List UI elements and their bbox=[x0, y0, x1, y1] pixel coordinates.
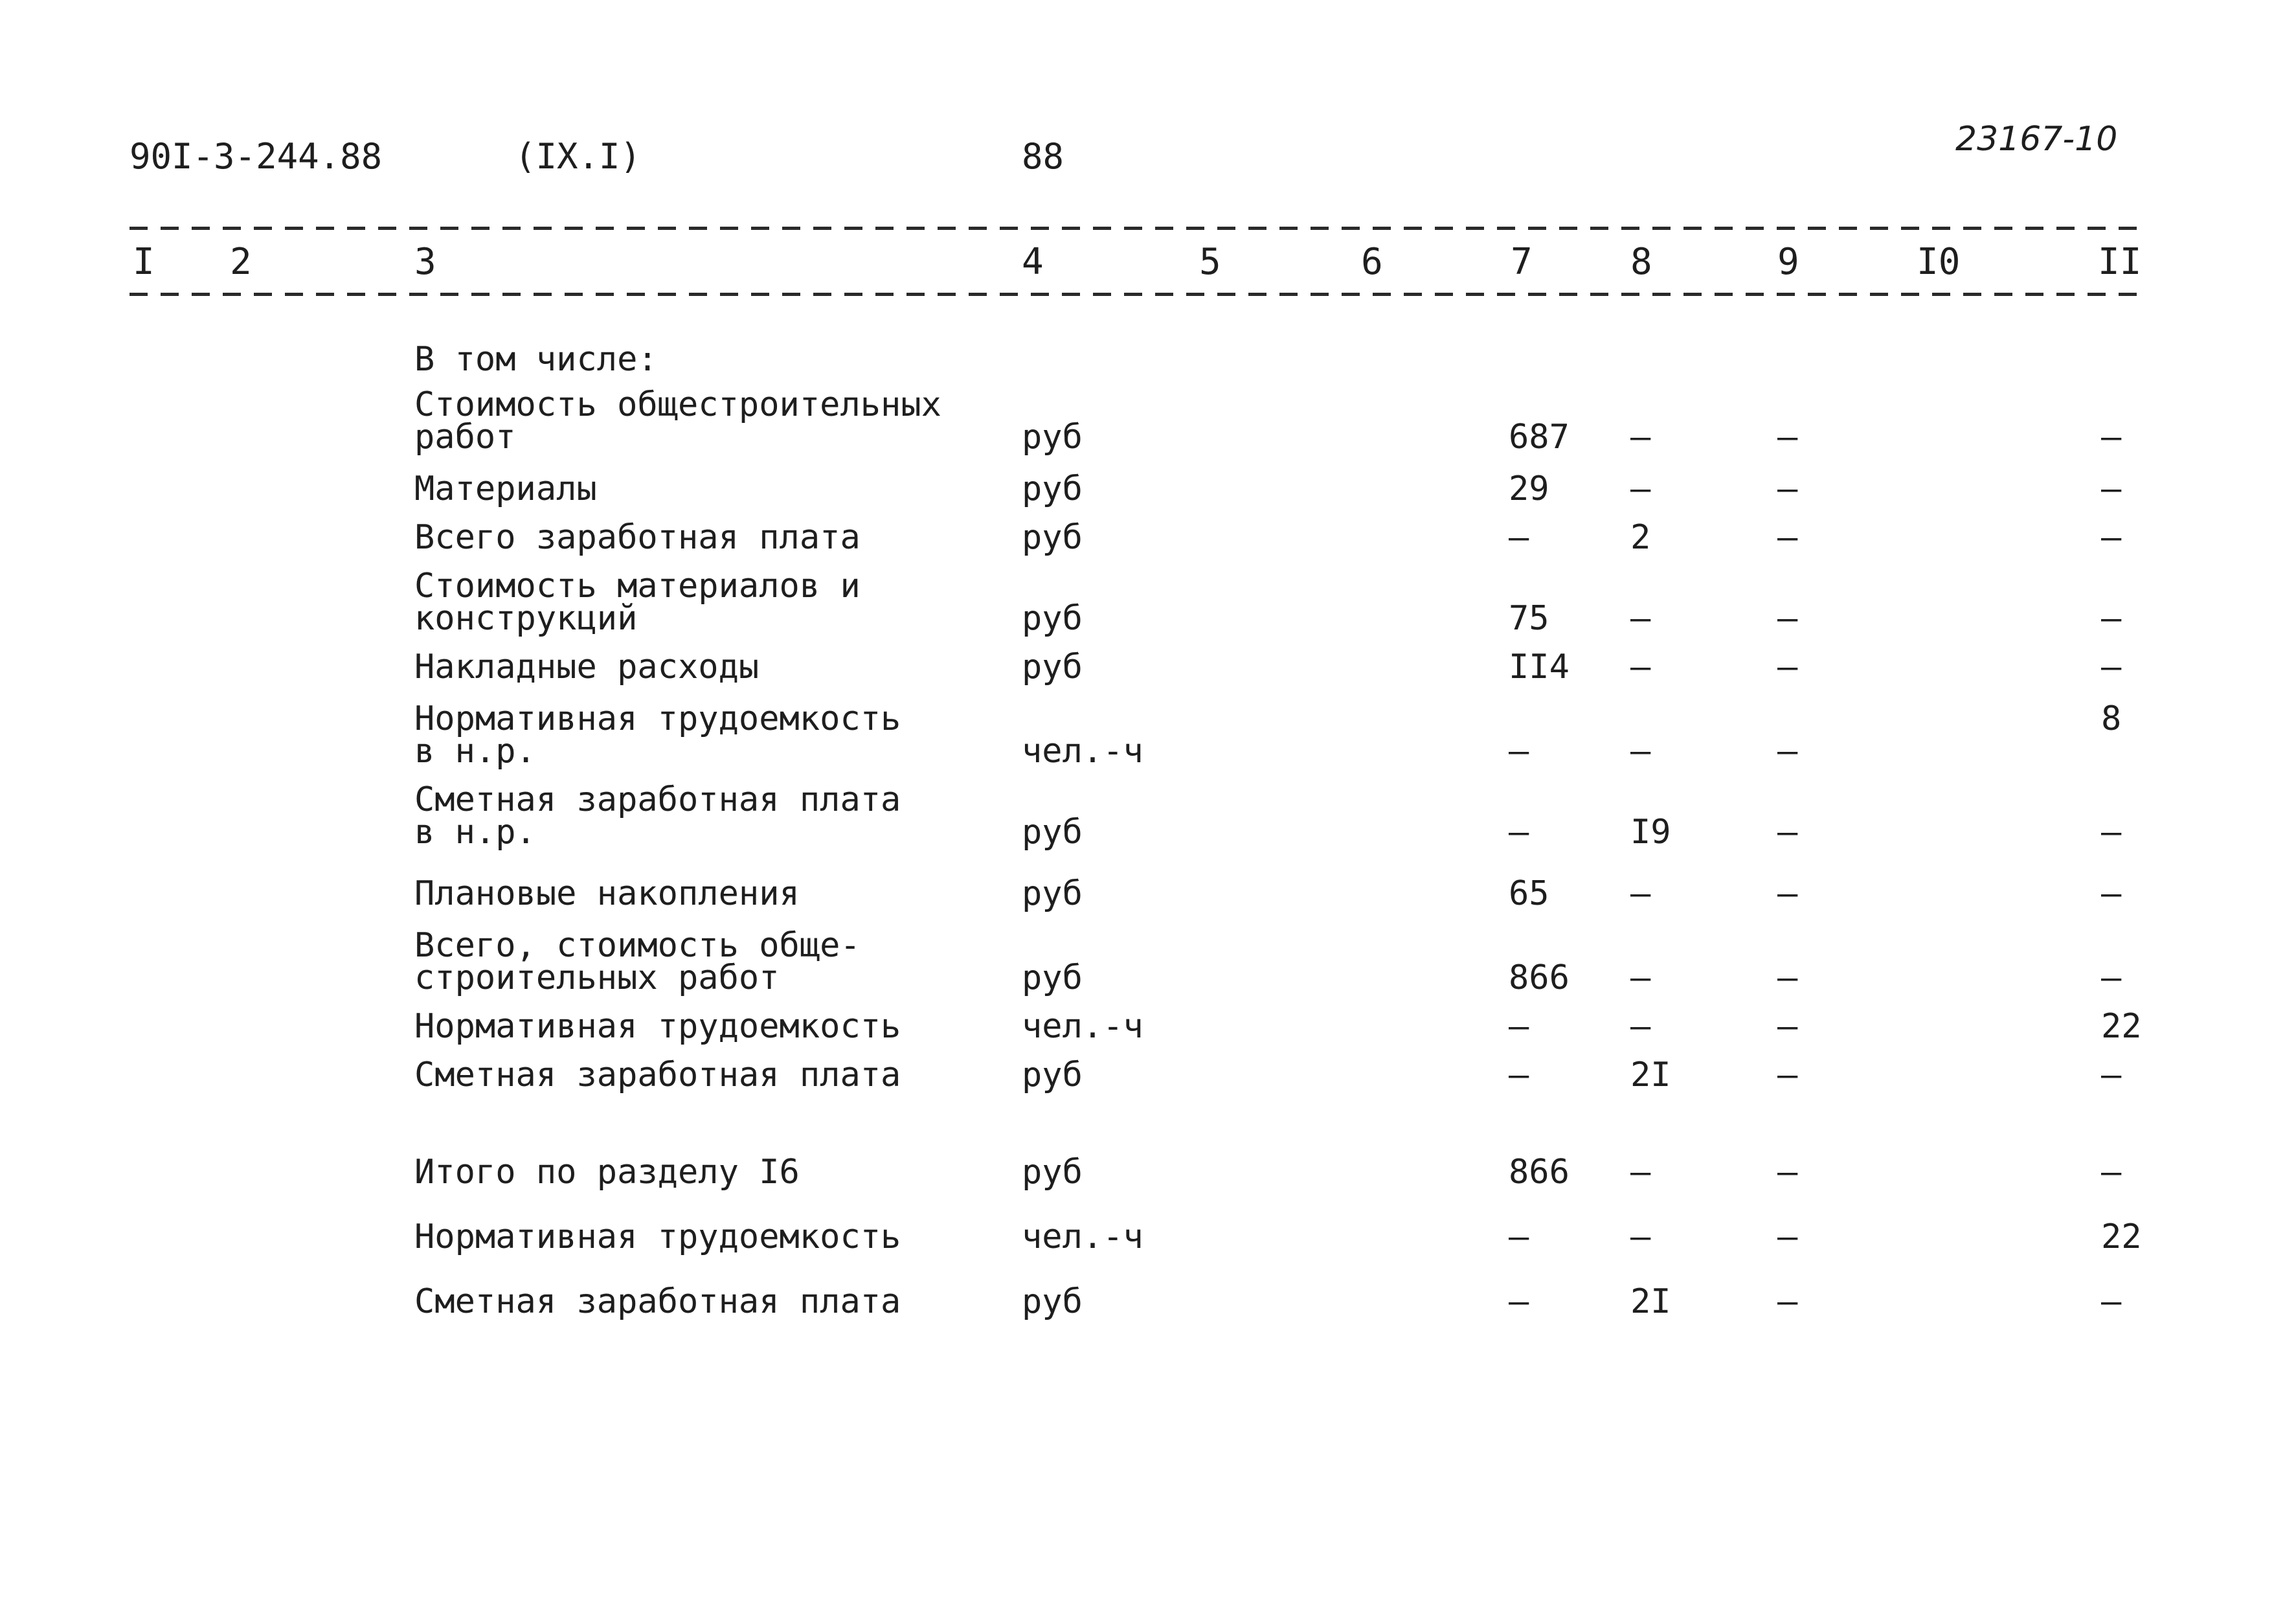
row-label-line: Сметная заработная плата bbox=[414, 780, 901, 819]
col8-cell: – bbox=[1630, 874, 1651, 913]
row-label bbox=[414, 1153, 800, 1192]
row-label-line: Плановые накопления bbox=[414, 874, 800, 913]
col9-cell: – bbox=[1777, 648, 1798, 686]
row-label-line: Нормативная трудоемкость bbox=[414, 1217, 901, 1256]
row-label bbox=[414, 1007, 901, 1046]
row-label-line: Стоимость материалов и bbox=[414, 567, 861, 606]
col11-cell: – bbox=[2101, 813, 2122, 852]
column-number: 7 bbox=[1511, 241, 1533, 283]
unit-cell: чел.-ч bbox=[1022, 1217, 1143, 1256]
col9-cell: – bbox=[1777, 518, 1798, 557]
unit-cell: руб bbox=[1022, 874, 1083, 913]
col11-cell: – bbox=[2101, 958, 2122, 997]
row-label-line: Сметная заработная плата bbox=[414, 1056, 901, 1094]
col8-cell: I9 bbox=[1630, 813, 1671, 852]
column-number: 3 bbox=[414, 241, 436, 283]
col8-cell: – bbox=[1630, 732, 1651, 771]
col7-cell: – bbox=[1509, 813, 1529, 852]
header-bottom-rule bbox=[129, 293, 2140, 296]
col7-cell: 866 bbox=[1509, 1153, 1570, 1192]
section-code: (IX.I) bbox=[515, 136, 642, 177]
col7-cell: 65 bbox=[1509, 874, 1549, 913]
col7-cell: – bbox=[1509, 518, 1529, 557]
col9-cell: – bbox=[1777, 732, 1798, 771]
row-label-line: Нормативная трудоемкость bbox=[414, 1007, 901, 1046]
row-label bbox=[414, 1282, 901, 1321]
col8-cell: 2 bbox=[1630, 518, 1651, 557]
row-label-line: Нормативная трудоемкость bbox=[414, 699, 901, 738]
row-label-line: работ bbox=[414, 418, 516, 457]
column-number: 9 bbox=[1777, 241, 1799, 283]
col8-cell: – bbox=[1630, 1217, 1651, 1256]
col9-cell: – bbox=[1777, 1056, 1798, 1094]
row-label bbox=[414, 567, 861, 638]
col8-cell: – bbox=[1630, 1007, 1651, 1046]
row-label bbox=[414, 385, 941, 457]
unit-cell: руб bbox=[1022, 1282, 1083, 1321]
col7-cell: 687 bbox=[1509, 418, 1570, 457]
col11-cell: – bbox=[2101, 874, 2122, 913]
col9-cell: – bbox=[1777, 470, 1798, 508]
col8-cell: – bbox=[1630, 648, 1651, 686]
unit-cell: руб bbox=[1022, 418, 1083, 457]
row-label-line: Всего заработная плата bbox=[414, 518, 861, 557]
col9-cell: – bbox=[1777, 1007, 1798, 1046]
col9-cell: – bbox=[1777, 1153, 1798, 1192]
unit-cell: руб bbox=[1022, 470, 1083, 508]
col9-cell: – bbox=[1777, 958, 1798, 997]
col11-cell: 22 bbox=[2101, 1217, 2142, 1256]
row-label bbox=[414, 1217, 901, 1256]
row-label-line: Итого по разделу I6 bbox=[414, 1153, 800, 1192]
col11-cell: – bbox=[2101, 470, 2122, 508]
col7-cell: – bbox=[1509, 732, 1529, 771]
col7-cell: – bbox=[1509, 1282, 1529, 1321]
col8-cell: – bbox=[1630, 1153, 1651, 1192]
row-label bbox=[414, 874, 800, 913]
row-label bbox=[414, 1056, 901, 1094]
document-code: 90I-3-244.88 bbox=[129, 136, 383, 177]
col7-cell: – bbox=[1509, 1056, 1529, 1094]
handwritten-reference: 23167-10 bbox=[1955, 120, 2118, 159]
row-label-line: в н.р. bbox=[414, 813, 536, 852]
row-label bbox=[414, 699, 901, 771]
top-rule bbox=[129, 227, 2140, 230]
col7-cell: – bbox=[1509, 1007, 1529, 1046]
row-label bbox=[414, 518, 861, 557]
col8-cell: – bbox=[1630, 470, 1651, 508]
col11-cell: – bbox=[2101, 1153, 2122, 1192]
col11-cell: – bbox=[2101, 518, 2122, 557]
col8-cell: – bbox=[1630, 958, 1651, 997]
row-label bbox=[414, 340, 658, 379]
col7-cell: – bbox=[1509, 1217, 1529, 1256]
col7-cell: 866 bbox=[1509, 958, 1570, 997]
col8-cell: – bbox=[1630, 599, 1651, 638]
col11-cell: – bbox=[2101, 648, 2122, 686]
row-label bbox=[414, 470, 597, 508]
column-number: 2 bbox=[230, 241, 252, 283]
unit-cell: руб bbox=[1022, 1153, 1083, 1192]
row-label-line: в н.р. bbox=[414, 732, 536, 771]
unit-cell: руб bbox=[1022, 958, 1083, 997]
col9-cell: – bbox=[1777, 1217, 1798, 1256]
col11-cell: 8 bbox=[2101, 699, 2122, 738]
column-number: I bbox=[133, 241, 155, 283]
col9-cell: – bbox=[1777, 813, 1798, 852]
col11-cell: – bbox=[2101, 599, 2122, 638]
row-label-line: Всего, стоимость обще- bbox=[414, 926, 861, 965]
unit-cell: чел.-ч bbox=[1022, 732, 1143, 771]
column-number: 5 bbox=[1199, 241, 1221, 283]
col11-cell: 22 bbox=[2101, 1007, 2142, 1046]
row-label-line: Стоимость общестроительных bbox=[414, 385, 941, 424]
row-label bbox=[414, 648, 760, 686]
col7-cell: II4 bbox=[1509, 648, 1570, 686]
row-label-line: Накладные расходы bbox=[414, 648, 760, 686]
row-label-line: строительных работ bbox=[414, 958, 780, 997]
col9-cell: – bbox=[1777, 599, 1798, 638]
col7-cell: 29 bbox=[1509, 470, 1549, 508]
col11-cell: – bbox=[2101, 418, 2122, 457]
column-number: 4 bbox=[1022, 241, 1044, 283]
col9-cell: – bbox=[1777, 874, 1798, 913]
column-number: 8 bbox=[1630, 241, 1652, 283]
row-label bbox=[414, 780, 901, 852]
row-label-line: Сметная заработная плата bbox=[414, 1282, 901, 1321]
column-number: I0 bbox=[1917, 241, 1961, 283]
col9-cell: – bbox=[1777, 418, 1798, 457]
unit-cell: руб bbox=[1022, 518, 1083, 557]
unit-cell: руб bbox=[1022, 1056, 1083, 1094]
col8-cell: 2I bbox=[1630, 1282, 1671, 1321]
column-number: II bbox=[2098, 241, 2142, 283]
col11-cell: – bbox=[2101, 1056, 2122, 1094]
unit-cell: чел.-ч bbox=[1022, 1007, 1143, 1046]
col9-cell: – bbox=[1777, 1282, 1798, 1321]
row-label-line: Материалы bbox=[414, 470, 597, 508]
col8-cell: 2I bbox=[1630, 1056, 1671, 1094]
page-number: 88 bbox=[1022, 136, 1064, 177]
row-label-line: конструкций bbox=[414, 599, 638, 638]
col7-cell: 75 bbox=[1509, 599, 1549, 638]
unit-cell: руб bbox=[1022, 648, 1083, 686]
column-number: 6 bbox=[1361, 241, 1383, 283]
unit-cell: руб bbox=[1022, 813, 1083, 852]
col11-cell: – bbox=[2101, 1282, 2122, 1321]
row-label bbox=[414, 926, 861, 997]
unit-cell: руб bbox=[1022, 599, 1083, 638]
row-label-line: В том числе: bbox=[414, 340, 658, 379]
col8-cell: – bbox=[1630, 418, 1651, 457]
